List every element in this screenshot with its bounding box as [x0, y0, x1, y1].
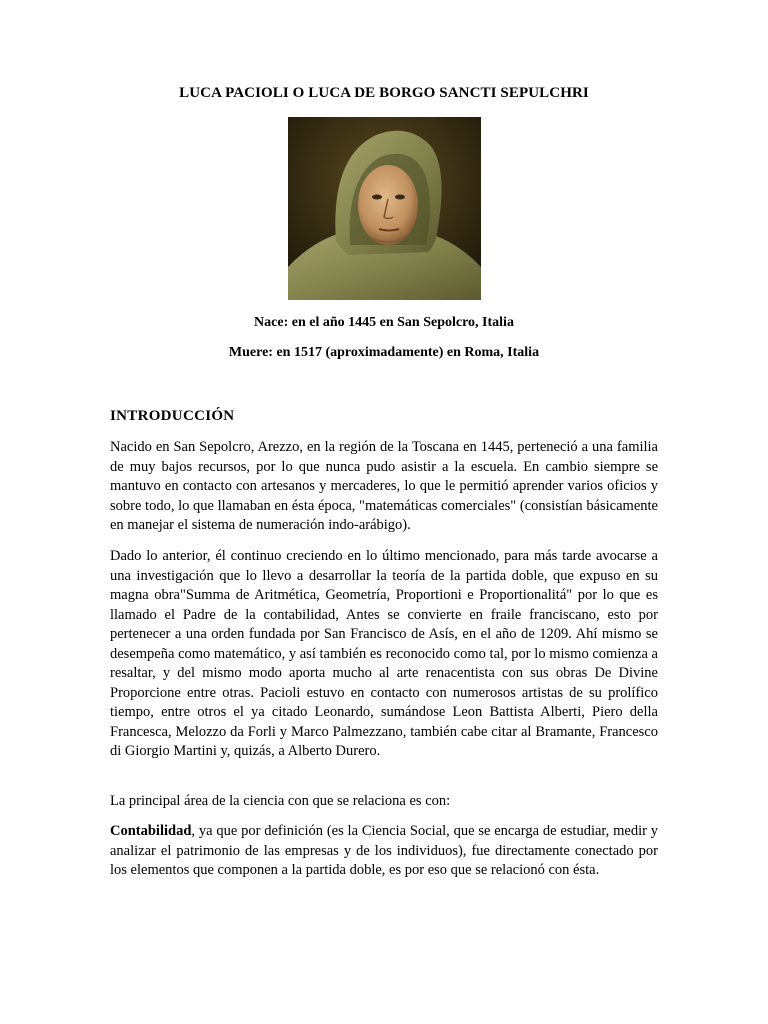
death-info: Muere: en 1517 (aproximadamente) en Roma, Italia [228, 345, 540, 360]
portrait-image [288, 117, 481, 300]
paragraph: Nacido en San Sepolcro, Arezzo, en la región de la Toscana en 1445, perteneció a una familia de muy bajos recursos, por lo que nunca pudo asistir a la escuela. En cambio siempre se mantuvo en contacto con artesanos y mercaderes, lo que le permitió aprender varios oficios y sobre todo, lo que llamaban en ésta época, "matemáticas comerciales" (consistían básicamente en manejar el sistema de numeración indo-arábigo). [110, 439, 658, 533]
birth-info: Nace: en el año 1445 en San Sepolcro, Italia [254, 315, 514, 330]
paragraph-text: , ya que por definición (es la Ciencia Social, que se encarga de estudiar, medir y analizar el patrimonio de las empresas y de los individuos), fue directamente conectado por los elementos que componen a la partida doble, es por eso que se relacionó con ésta. [110, 823, 658, 878]
document-title: LUCA PACIOLI O LUCA DE BORGO SANCTI SEPULCHRI [179, 85, 589, 101]
portrait-painting [288, 117, 481, 300]
paragraph: Dado lo anterior, él continuo creciendo en lo último mencionado, para más tarde avocarse a una investigación que lo llevo a desarrollar la teoría de la partida doble, que expuso en su magna obra"Summa de Aritmética, Geometría, Proportioni e Proportionalitá" por lo que es llamado el Padre de la contabilidad, Antes se convierte en fraile franciscano, esto por pertenecer a una orden fundada por San Francisco de Asís, en el año de 1209. Ahí mismo se desempeña como matemático, y así también es reconocido como tal, por lo mismo comienza a resaltar, y del mismo modo aporta mucho al arte renacentista con sus obras De Divine Proporcione entre otras. Pacioli estuvo en contacto con numerosos artistas de su prolífico tiempo, entre otros el ya citado Leonardo, sumándose Leon Battista Alberti, Piero della Francesca, Melozzo da Forli y Marco Palmezzano, también cabe citar al Bramante, Francesco di Giorgio Martini y, quizás, a Alberto Durero. [110, 548, 658, 759]
section-heading: INTRODUCCIÓN [110, 408, 235, 424]
paragraph [110, 822, 658, 881]
paragraph: La principal área de la ciencia con que se relaciona es con: [110, 793, 451, 809]
bold-term: Contabilidad [110, 823, 192, 839]
